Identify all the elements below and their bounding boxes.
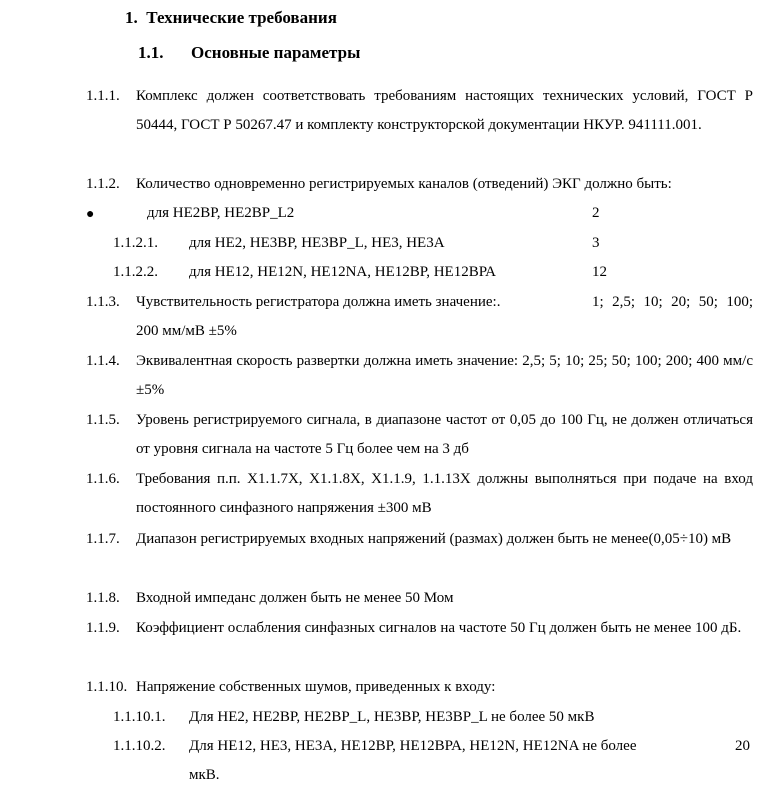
item-number: 1.1.10.1. [113, 709, 166, 725]
subsection-heading [138, 38, 360, 67]
bullet-icon: ● [86, 207, 95, 222]
item-text: Диапазон регистрируемых входных напряжений (размах) должен быть не менее(0,05÷10) мВ [136, 531, 732, 547]
item-text: Для НЕ2, НЕ2ВР, НЕ2ВР_L, НЕ3ВР, НЕ3ВР_L не более 50 мкВ [189, 709, 595, 725]
item-text: Для НЕ12, НЕ3, НЕ3А, НЕ12ВР, НЕ12ВРА, НЕ12N, НЕ12NA не более [189, 738, 637, 754]
item-text: для НЕ2, НЕ3ВР, НЕ3ВР_L, НЕ3, НЕ3А [189, 235, 445, 251]
item-number: 1.1.2.1. [113, 235, 158, 251]
item-text: для НЕ12, НЕ12N, НЕ12NA, НЕ12ВР, НЕ12ВРА [189, 264, 496, 280]
item-number: 1.1.3. [86, 294, 120, 310]
item-number: 1.1.5. [86, 412, 120, 428]
item-value: 12 [592, 264, 607, 280]
item-text: Уровень регистрируемого сигнала, в диапазоне частот от 0,05 до 100 Гц, не должен отличаться от уровня сигнала на частоте 5 Гц более чем на 3 дб [136, 412, 753, 457]
item-text: Требования п.п. X1.1.7X, X1.1.8X, X1.1.9, 1.1.13X должны выполняться при подаче на вход постоянного синфазного напряжения ±300 мВ [136, 471, 753, 516]
item-value: 3 [592, 235, 600, 251]
section-number: 1. [125, 8, 138, 27]
item-text: Напряжение собственных шумов, приведенных к входу: [136, 679, 496, 695]
item-text: для НЕ2ВР, НЕ2ВР_L2 [147, 205, 295, 221]
item-value: 2 [592, 205, 600, 221]
item-number: 1.1.10.2. [113, 738, 166, 754]
item-number: 1.1.6. [86, 471, 120, 487]
item-text: Коэффициент ослабления синфазных сигналов на частоте 50 Гц должен быть не менее 100 дБ. [136, 620, 742, 636]
item-number: 1.1.8. [86, 590, 120, 606]
item-text: Эквивалентная скорость развертки должна иметь значение: 2,5; 5; 10; 25; 50; 100; 200; 400 мм/с ±5% [136, 353, 753, 398]
item-number: 1.1.2. [86, 176, 120, 192]
item-number: 1.1.10. [86, 679, 128, 695]
item-text-continuation: мкВ. [189, 767, 220, 783]
item-number: 1.1.4. [86, 353, 120, 369]
item-number: 1.1.1. [86, 88, 120, 104]
item-value: 20 [735, 738, 750, 754]
item-number: 1.1.2.2. [113, 264, 158, 280]
item-text: Входной импеданс должен быть не менее 50 Мом [136, 590, 454, 606]
item-text-continuation: 200 мм/мВ ±5% [136, 323, 237, 339]
item-text: Чувствительность регистратора должна иметь значение:. [136, 294, 501, 310]
item-number: 1.1.9. [86, 620, 120, 636]
subsection-number: 1.1. [138, 43, 164, 62]
section-title: Технические требования [146, 8, 337, 27]
section-heading [125, 3, 337, 32]
item-value: 1; 2,5; 10; 20; 50; 100; [592, 294, 753, 310]
item-text: Комплекс должен соответствовать требованиям настоящих технических условий, ГОСТ Р 50444, ГОСТ Р 50267.47 и комплекту конструкторской документации НКУР. 941111.001. [136, 88, 753, 133]
item-text: Количество одновременно регистрируемых каналов (отведений) ЭКГ должно быть: [136, 176, 672, 192]
item-number: 1.1.7. [86, 531, 120, 547]
subsection-title: Основные параметры [191, 43, 361, 62]
